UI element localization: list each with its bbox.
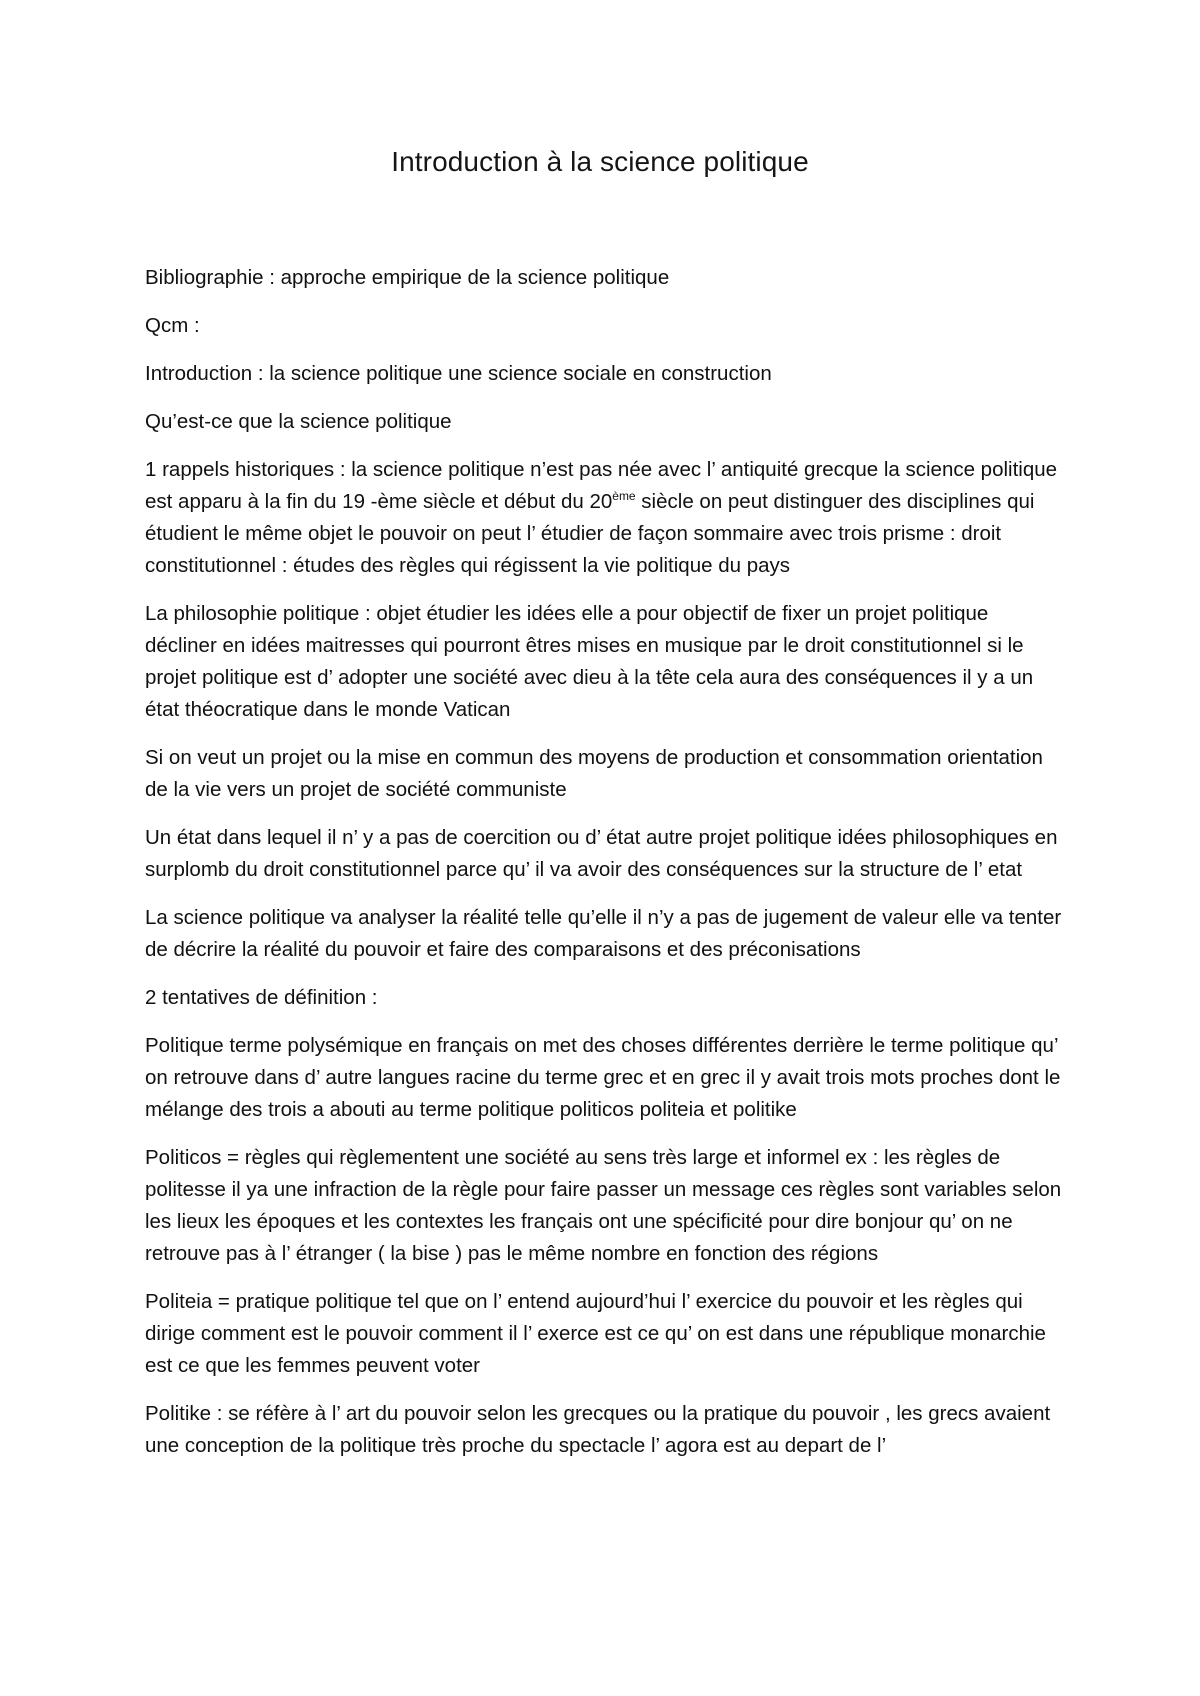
paragraph-politique-terme: Politique terme polysémique en français on met des choses différentes derrière le terme politique qu’ on retrouve dans d’ autre langues racine du terme grec et en grec il y avait trois mots proches dont le mélange des trois a abouti au terme politique politicos politeia et politike (145, 1034, 1061, 1121)
paragraph-bibliographie: Bibliographie : approche empirique de la science politique (145, 266, 670, 289)
paragraph-politicos: Politicos = règles qui règlementent une société au sens très large et informel ex : les règles de politesse il ya une infraction de la règle pour faire passer un message ces règles sont variables selon les lieux les époques et les contextes les français ont une spécificité pour dire bonjour qu’ on ne retrouve pas à l’ étranger ( la bise ) pas le même nombre en fonction des régions (145, 1146, 1062, 1265)
paragraph-philosophie-politique: La philosophie politique : objet étudier les idées elle a pour objectif de fixer un projet politique décliner en idées maitresses qui pourront êtres mises en musique par le droit constitutionnel si le projet politique est d’ adopter une société avec dieu à la tête cela aura des conséquences il y a un état théocratique dans le monde Vatican (145, 602, 1034, 721)
paragraph-tentatives-definition: 2 tentatives de définition : (145, 986, 378, 1009)
paragraph-qcm: Qcm : (145, 314, 200, 337)
page-title: Introduction à la science politique (391, 146, 809, 177)
paragraph-rappels-text-b: siècle on peut distinguer des disciplines qui étudient le même objet le pouvoir on peut l’ étudier de façon sommaire avec trois prisme : droit constitutionnel : études des règles qui régissent la vie politique du pays (145, 490, 1035, 577)
superscript-eme: ème (612, 489, 636, 504)
document-body (145, 262, 1065, 1478)
paragraph-projet-communiste: Si on veut un projet ou la mise en commun des moyens de production et consommation orientation de la vie vers un projet de société communiste (145, 746, 1043, 801)
paragraph-etat-coercition: Un état dans lequel il n’ y a pas de coercition ou d’ état autre projet politique idées philosophiques en surplomb du droit constitutionnel parce qu’ il va avoir des conséquences sur la structure de l’ etat (145, 826, 1058, 881)
paragraph-rappels-text-a: 1 rappels historiques : la science politique n’est pas née avec l’ antiquité grecque la science politique est apparu à la fin du 19 -ème siècle et début du 20 (145, 458, 1058, 513)
paragraph-rappels-historiques (145, 454, 1065, 582)
paragraph-science-politique-analyse: La science politique va analyser la réalité telle qu’elle il n’y a pas de jugement de valeur elle va tenter de décrire la réalité du pouvoir et faire des comparaisons et des préconisations (145, 906, 1062, 961)
paragraph-politeia: Politeia = pratique politique tel que on l’ entend aujourd’hui l’ exercice du pouvoir et les règles qui dirige comment est le pouvoir comment il l’ exerce est ce qu’ on est dans une république monarchie est ce que les femmes peuvent voter (145, 1290, 1046, 1377)
paragraph-introduction: Introduction : la science politique une science sociale en construction (145, 362, 772, 385)
paragraph-politike: Politike : se réfère à l’ art du pouvoir selon les grecques ou la pratique du pouvoir , les grecs avaient une conception de la politique très proche du spectacle l’ agora est au depart de l’ (145, 1402, 1051, 1457)
paragraph-question: Qu’est-ce que la science politique (145, 410, 452, 433)
